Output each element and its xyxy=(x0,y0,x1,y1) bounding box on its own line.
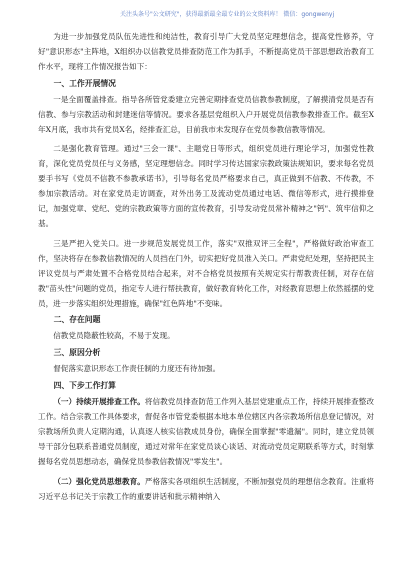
section-4-paragraph-2 xyxy=(38,475,374,505)
section-1-paragraph-3: 三是严把入党关口。进一步规范发展党员工作，落实"双推双评三全程"，严格做好政治审查工作，坚决将存在参教信教情况的人员挡在门外，切实把好党员准入关口。严肃党纪处理，坚持把民主评议党员与严肃处置不合格党员结合起来，对不合格党员按照有关规定实行帮教责任制，对存在信教"苗头性"问题的党员，指定专人进行帮扶教育，做好教育转化工作，对经教育思想上依然摇摆的党员，进一步落实组织处理措施，确保"红色阵地"不变味。 xyxy=(38,238,374,308)
intro-paragraph: 为进一步加强党员队伍先进性和纯洁性，教育引导广大党员坚定理想信念，提高党性修养，守好"意识形态"主阵地，X组织办以信教党员排查防范工作为抓手，不断提高党员干部思想政治教育工作水平，现将工作情况报告如下： xyxy=(38,32,374,71)
section-1-paragraph-1: 一是全面覆盖排查。指导各所管党委建立完善定期排查党员信教参教制度，了解摸清党员是否有信教、参与宗教活动和封建迷信等情况。要求各基层党组织入户开展党员信教参教排查工作。截至X年X月底，我市共有党员X名，经排查汇总，目前我市未发现存在党员参教信教等情况。 xyxy=(38,94,374,134)
section-4-item-2-lead: （二）强化党员思想教育。 xyxy=(53,476,145,486)
section-2-paragraph-1: 信教党员隐蔽性较高，不易于发现。 xyxy=(53,331,175,341)
section-4-item-1-body: 将信教党员排查防范工作列入基层党建重点工作，持续开展排查整改工作。结合宗教工作具体要求，督促各市管党委根据本地本单位辖区内各宗教场所信息登记情况，对宗教场所负责人定期沟通，认真逐人核实信教成员身份，确保全面掌握"零遗漏"。同时，建立党员领导干部分包联系普通党员制度，通过对常年在家党员谈心谈话、对流动党员定期联系等方式，时刻掌握每名党员思想动态，确保党员参教信教情况"零发生"。 xyxy=(38,397,375,466)
watermark-banner: 关注头条号"公文研究"，获得最新最全最专业的公文资料库！ 微信：gongwenyj xyxy=(120,11,335,18)
section-4-item-1-lead: （一）持续开展排查工作。 xyxy=(53,397,145,407)
document-body xyxy=(38,30,374,505)
section-4-item-2-body: 严格落实各项组织生活制度，不断加强党员的理想信念教育。注重将习近平总书记关于宗教工作的重要讲话和批示精神纳入 xyxy=(38,476,375,501)
section-3-paragraph-1: 督促落实意识形态工作责任制的力度还有待加强。 xyxy=(53,364,221,374)
section-heading-3: 三、原因分析 xyxy=(53,348,101,358)
section-1-paragraph-2: 二是强化教育管理。通过"三会一课"、主题党日等形式，组织党员进行理论学习，加强党性教育，深化党员党员任与义务感，坚定理想信念。同时学习传达国家宗教政策法规知识，要求每名党员要手书写《党员不信教不参教承诺书》，引导每名党员严格要求自己，真正做到不信教、不传教，不参加宗教活动。对在家党员走访调查，对外出务工及流动党员通过电话、微信等形式，进行摸排登记，加强党章、党纪、党的宗教政策等方面的宣传教育，引导发动党员常补精神之"钙"、筑牢信仰之基。 xyxy=(38,144,374,228)
section-heading-2: 二、存在问题 xyxy=(53,315,101,325)
section-heading-4: 四、下步工作打算 xyxy=(53,381,116,391)
section-heading-1: 一、工作开展情况 xyxy=(53,78,116,88)
section-4-paragraph-1 xyxy=(38,395,374,470)
